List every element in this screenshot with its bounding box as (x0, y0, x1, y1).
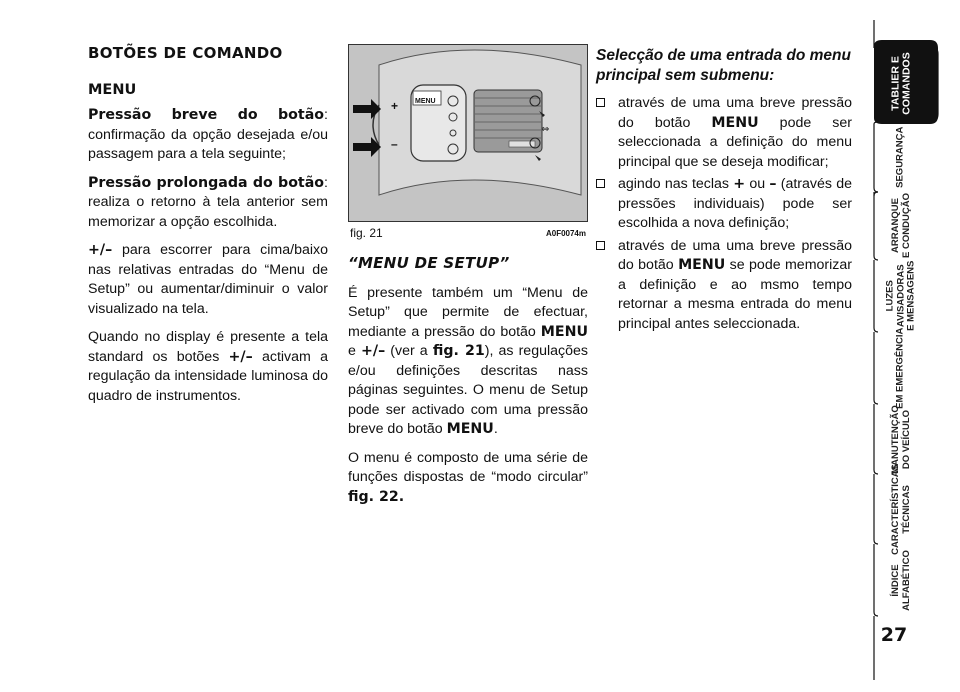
bullet-2-text-c: ou (745, 176, 770, 192)
figure-21 (348, 44, 588, 222)
display-symbol: +/– (228, 348, 253, 365)
tab-label: ÍNDICE ALFABÉTICO (889, 549, 912, 611)
p1-text-c: (ver a (385, 343, 433, 359)
bullet-2-text-e: (através de pressões individuais) pode ser escolhida a nova definição; (618, 176, 852, 231)
tab-label: EM EMERGÊNCIA (894, 327, 906, 409)
plusminus-symbol: +/– (88, 242, 113, 258)
display-text-a: Quando no display é presente a tela standard os botões (88, 329, 328, 365)
tab-arranque-e-conducao[interactable] (876, 192, 926, 258)
display-paragraph (88, 328, 328, 406)
selection-heading: Selecção de uma entrada do menu principal sem submenu: (596, 47, 851, 84)
bullet-2-plus: + (733, 176, 746, 192)
short-press-paragraph (88, 106, 328, 165)
page-number: 27 (880, 624, 908, 646)
figure-caption (348, 222, 588, 242)
tab-label: SEGURANÇA (894, 126, 906, 188)
bullet-2-text-a: agindo nas teclas (618, 176, 734, 192)
tab-indice-alfabetico[interactable] (876, 544, 926, 616)
bullet-2-minus: – (769, 176, 777, 192)
p1-plusminus: +/– (361, 343, 386, 359)
p1-text-d: ), as regulações e/ou definições descritas nass páginas seguintes. O menu de Setup pode ser activado com uma pressão breve do botão (348, 343, 588, 437)
setup-paragraph-1 (348, 284, 588, 440)
list-item (596, 94, 852, 172)
checkbox-bullet-icon (596, 241, 605, 250)
short-press-text: : confirmação da opção desejada e/ou passagem para a tela seguinte; (88, 107, 328, 162)
p2-fig-ref: fig. 22. (348, 488, 405, 505)
tab-luzes-avisadoras[interactable] (876, 260, 926, 332)
p1-menu: MENU (540, 323, 588, 340)
p1-menu-2: MENU (446, 421, 494, 437)
column-middle (348, 44, 588, 516)
p1-text-e: . (493, 421, 498, 437)
bullet-1-text-c: pode ser seleccionada a definição do menu principal que se deseja modificar; (618, 114, 853, 170)
figure-menu-label: MENU (415, 98, 436, 105)
bullet-1-menu: MENU (711, 114, 759, 131)
plusminus-paragraph (88, 241, 328, 319)
svg-text:⇔: ⇔ (541, 124, 550, 135)
column-left (88, 44, 328, 415)
bullet-3-menu: MENU (678, 257, 726, 273)
dashboard-controls-illustration (349, 45, 587, 221)
tab-tablier-e-comandos[interactable] (876, 44, 926, 122)
section-heading: BOTÕES DE COMANDO (88, 44, 283, 62)
short-press-label: Pressão breve do botão (88, 107, 325, 123)
tab-label: TABLIER E COMANDOS (889, 51, 913, 115)
figure-minus-label: – (391, 137, 398, 151)
figure-code: A0F0074m (545, 229, 586, 238)
long-press-label: Pressão prolongada do botão (88, 174, 325, 191)
p1-fig-ref: fig. 21 (432, 343, 485, 359)
long-press-paragraph (88, 174, 328, 233)
checkbox-bullet-icon (596, 179, 605, 188)
list-item (596, 237, 852, 335)
tab-label: MANUTENÇÃO DO VEÍCULO (889, 404, 912, 474)
figure-plus-label: + (391, 99, 399, 113)
tab-label: LUZES AVISADORAS E MENSAGENS (884, 260, 917, 332)
p2-text-a: O menu é composto de uma série de funções dispostas de “modo circular” (348, 449, 588, 485)
plusminus-text: para escorrer para cima/baixo nas relativas entradas do “Menu de Setup” ou aumentar/diminuir o valor visualizado na tela. (88, 242, 328, 317)
tab-label: ARRANQUE E CONDUÇÃO (889, 192, 912, 258)
tab-caracteristicas-tecnicas[interactable] (876, 463, 926, 555)
bullet-3-text-a: através de uma uma breve pressão do botão (618, 237, 852, 273)
list-item (596, 175, 852, 234)
setup-menu-heading: “MENU DE SETUP” (348, 254, 510, 272)
setup-paragraph-2 (348, 449, 588, 508)
instruction-list (596, 94, 852, 334)
p1-text-b: e (348, 343, 361, 359)
long-press-text: : realiza o retorno à tela anterior sem memorizar a opção escolhida. (88, 174, 328, 230)
column-right (596, 46, 852, 337)
tab-seguranca[interactable] (876, 124, 926, 190)
bullet-3-text-c: se pode memorizar a definição e ao msmo tempo retornar a mesma entrada do menu principal antes seleccionada. (618, 257, 852, 332)
tab-label: CARACTERÍSTICAS TÉCNICAS (889, 463, 911, 555)
menu-subheading: MENU (88, 81, 137, 98)
bullet-1-text-a: através de uma uma breve pressão do botão (618, 95, 852, 131)
display-text-b: activam a regulação da intensidade luminosa do quadro de instrumentos. (88, 348, 328, 404)
tab-em-emergencia[interactable] (876, 327, 926, 409)
checkbox-bullet-icon (596, 98, 605, 107)
figure-number: fig. 21 (350, 226, 383, 240)
p1-text-a: É presente também um “Menu de Setup” que permite de efectuar, mediante a pressão do botão (348, 284, 588, 340)
chapter-sidebar (870, 0, 960, 692)
